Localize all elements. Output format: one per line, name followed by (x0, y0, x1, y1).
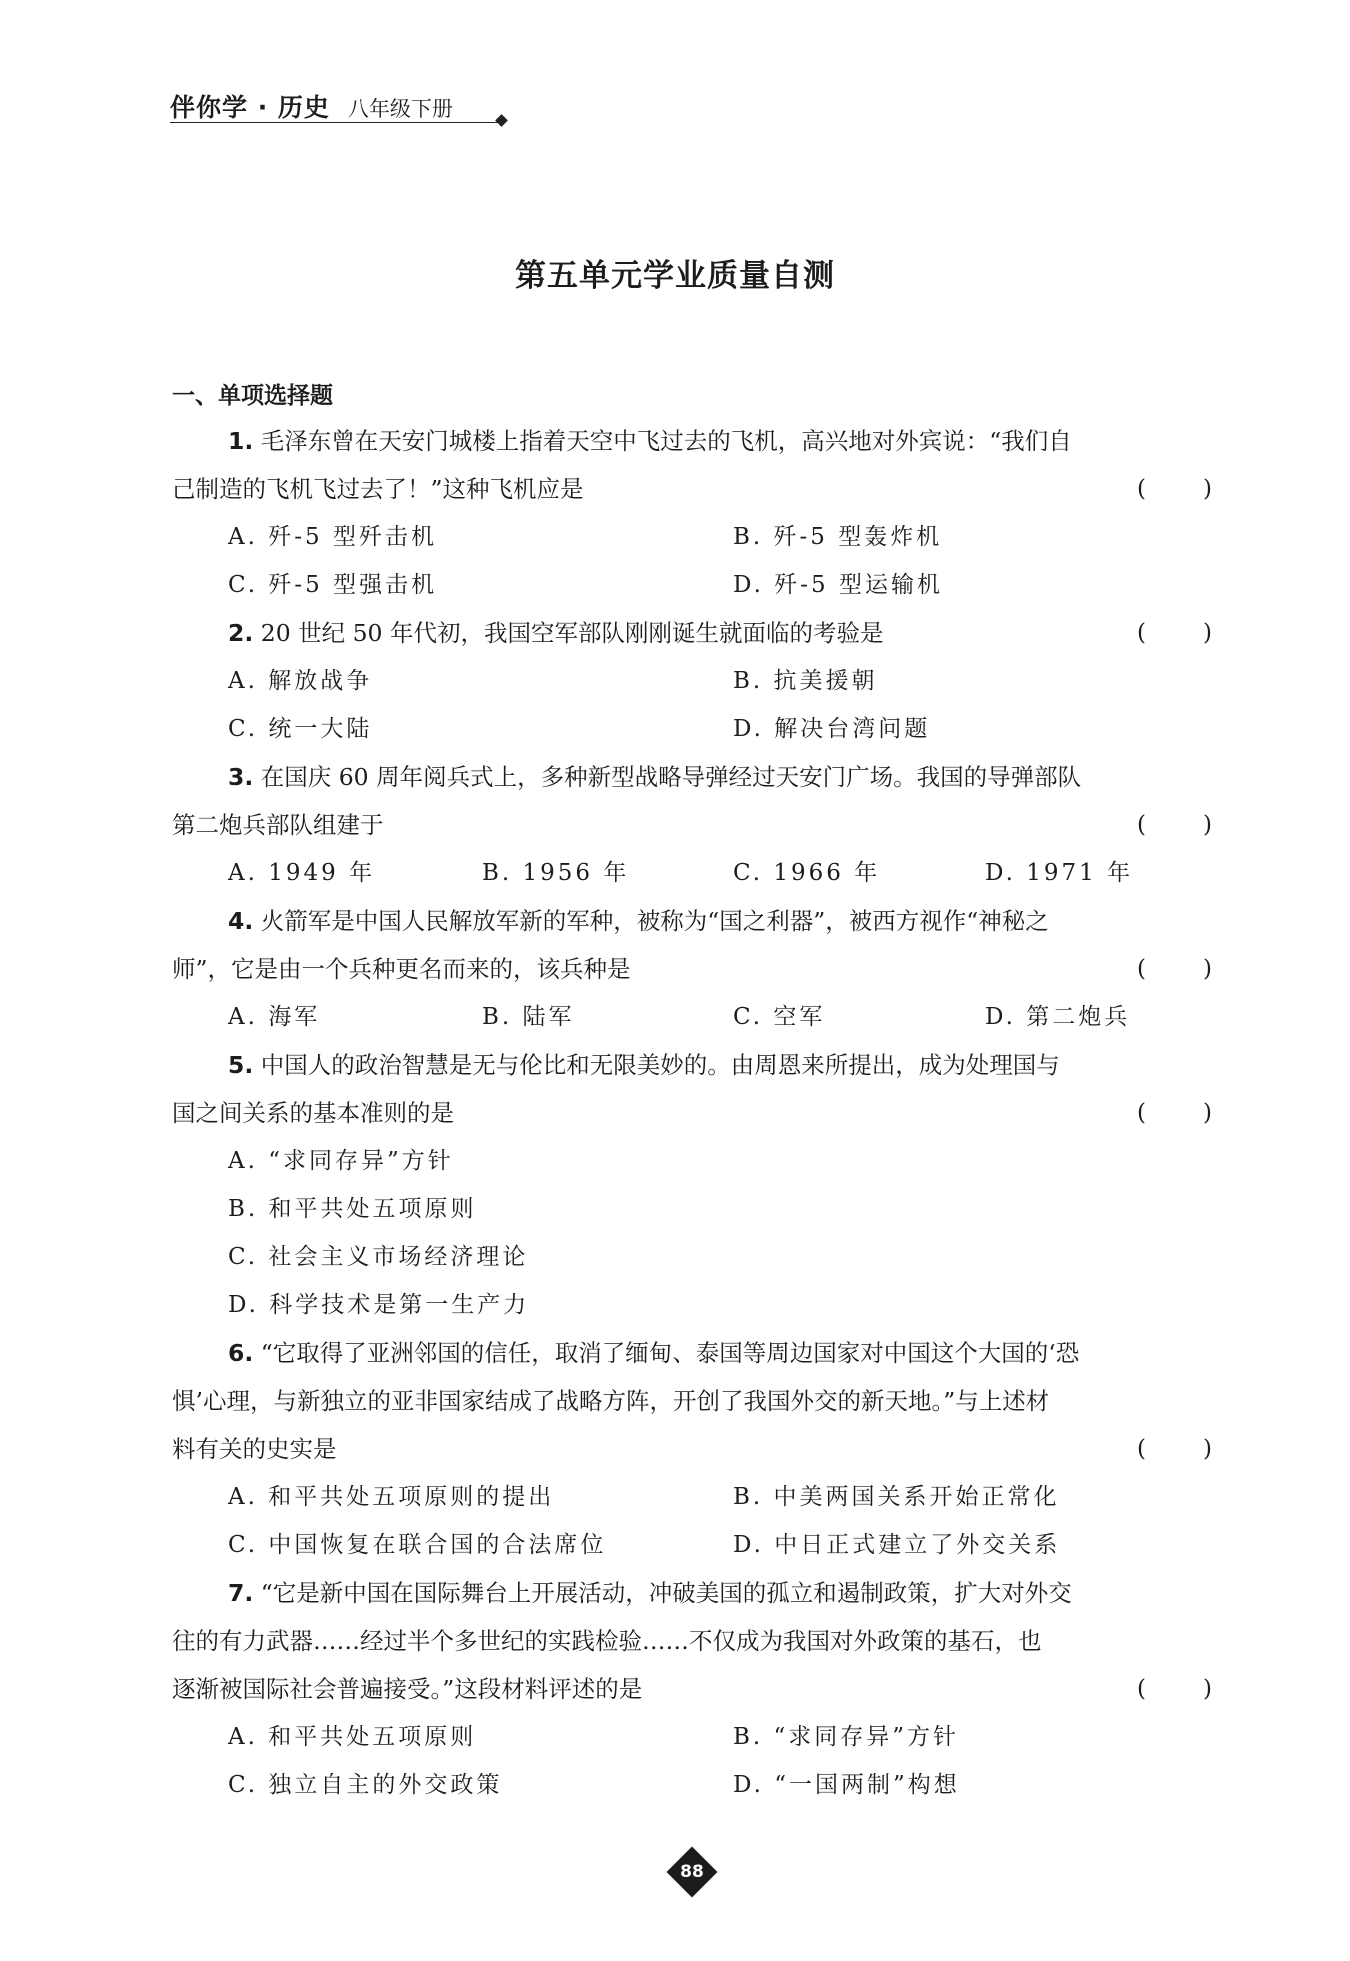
question-number: 3. (228, 763, 254, 791)
option: C. 1966 年 (733, 860, 881, 886)
answer-bracket: ( ) (1137, 1676, 1212, 1702)
question-number: 7. (228, 1579, 254, 1607)
option: D. 歼-5 型运输机 (733, 572, 943, 598)
question-number: 4. (228, 907, 254, 935)
header-series: 伴你学 · 历史 (170, 93, 330, 122)
option: A. 海军 (228, 1004, 321, 1030)
question-7-line-1: 7. “它是新中国在国际舞台上开展活动，冲破美国的孤立和遏制政策，扩大对外交 (228, 1579, 1072, 1607)
question-7-line-2: 往的有力武器……经过半个多世纪的实践检验……不仅成为我国对外政策的基石，也 (172, 1627, 1042, 1655)
option: B. 陆军 (482, 1004, 575, 1030)
option: C. 空军 (733, 1004, 826, 1030)
option: D. 中日正式建立了外交关系 (733, 1532, 1061, 1558)
question-3-line-1: 3. 在国庆 60 周年阅兵式上，多种新型战略导弹经过天安门广场。我国的导弹部队 (228, 763, 1082, 791)
option: D. “一国两制”构想 (733, 1772, 960, 1798)
question-number: 5. (228, 1051, 254, 1079)
question-6-line-1: 6. “它取得了亚洲邻国的信任，取消了缅甸、泰国等周边国家对中国这个大国的‘恐 (228, 1339, 1080, 1367)
question-1-line-2: 己制造的飞机飞过去了！”这种飞机应是 (172, 475, 584, 503)
option: C. 社会主义市场经济理论 (228, 1244, 529, 1270)
page-number: 88 (680, 1862, 704, 1882)
answer-bracket: ( ) (1137, 1436, 1212, 1462)
question-4-line-2: 师”，它是由一个兵种更名而来的，该兵种是 (172, 955, 631, 983)
option: A. 解放战争 (228, 668, 373, 694)
question-3-line-2: 第二炮兵部队组建于 (172, 811, 384, 839)
header-diamond-icon (495, 114, 508, 127)
option: D. 解决台湾问题 (733, 716, 931, 742)
answer-bracket: ( ) (1137, 812, 1212, 838)
question-1-line-1: 1. 毛泽东曾在天安门城楼上指着天空中飞过去的飞机，高兴地对外宾说：“我们自 (228, 427, 1072, 455)
option: B. 歼-5 型轰炸机 (733, 524, 943, 550)
option: A. “求同存异”方针 (228, 1148, 454, 1174)
option: B. 和平共处五项原则 (228, 1196, 477, 1222)
question-number: 6. (228, 1339, 254, 1367)
option: D. 第二炮兵 (985, 1004, 1131, 1030)
option: A. 和平共处五项原则 (228, 1724, 477, 1750)
question-number: 2. (228, 619, 254, 647)
question-4-line-1: 4. 火箭军是中国人民解放军新的军种，被称为“国之利器”，被西方视作“神秘之 (228, 907, 1049, 935)
answer-bracket: ( ) (1137, 1100, 1212, 1126)
page-number-badge (667, 1847, 717, 1897)
question-number: 1. (228, 427, 254, 455)
option: A. 歼-5 型歼击机 (228, 524, 437, 550)
option: B. 中美两国关系开始正常化 (733, 1484, 1060, 1510)
header-grade: 八年级下册 (347, 97, 453, 121)
question-5-line-1: 5. 中国人的政治智慧是无与伦比和无限美妙的。由周恩来所提出，成为处理国与 (228, 1051, 1060, 1079)
option: A. 1949 年 (228, 860, 376, 886)
option: C. 统一大陆 (228, 716, 373, 742)
option: C. 歼-5 型强击机 (228, 572, 438, 598)
question-6-line-3: 料有关的史实是 (172, 1435, 337, 1463)
question-6-line-2: 惧’心理，与新独立的亚非国家结成了战略方阵，开创了我国外交的新天地。”与上述材 (172, 1387, 1050, 1415)
question-5-line-2: 国之间关系的基本准则的是 (172, 1099, 454, 1127)
header-rule (170, 122, 505, 123)
answer-bracket: ( ) (1137, 956, 1212, 982)
answer-bracket: ( ) (1137, 476, 1212, 502)
page-title: 第五单元学业质量自测 (515, 258, 835, 294)
option: C. 中国恢复在联合国的合法席位 (228, 1532, 607, 1558)
section-title: 一、单项选择题 (172, 383, 333, 409)
option: B. 1956 年 (482, 860, 630, 886)
option: A. 和平共处五项原则的提出 (228, 1484, 555, 1510)
page-header (170, 88, 453, 120)
answer-bracket: ( ) (1137, 620, 1212, 646)
question-2-line-1: 2. 20 世纪 50 年代初，我国空军部队刚刚诞生就面临的考验是 (228, 619, 884, 647)
option: D. 1971 年 (985, 860, 1134, 886)
question-7-line-3: 逐渐被国际社会普遍接受。”这段材料评述的是 (172, 1675, 643, 1703)
option: D. 科学技术是第一生产力 (228, 1292, 530, 1318)
option: B. 抗美援朝 (733, 668, 878, 694)
option: B. “求同存异”方针 (733, 1724, 960, 1750)
option: C. 独立自主的外交政策 (228, 1772, 503, 1798)
